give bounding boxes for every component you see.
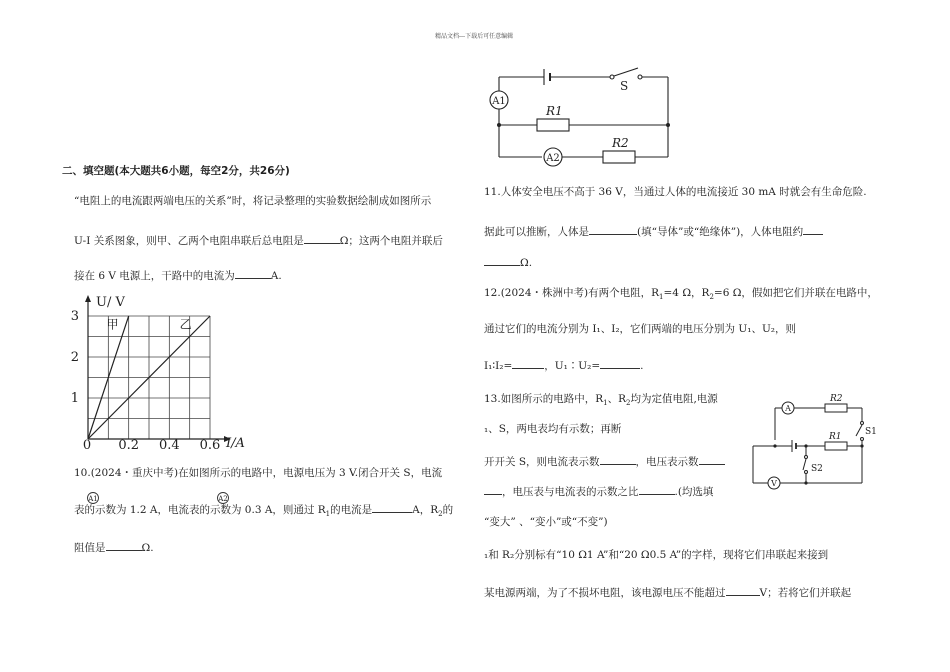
q10-line2 [74, 502, 453, 521]
q10-line3 [74, 540, 154, 555]
q14-line2 [484, 585, 851, 600]
circuit1-r1-label: R1 [546, 104, 563, 118]
q11-line2a: 据此可以推断，人体是 [484, 226, 589, 238]
q12-sub2: 2 [709, 293, 714, 302]
q10-line2a: 表 [74, 504, 85, 516]
q9-line3b: A. [270, 270, 282, 282]
q13-line3 [484, 454, 725, 469]
q12-blank-1[interactable] [512, 358, 544, 369]
q11-line3 [484, 255, 532, 270]
q12-sub1: 1 [659, 293, 664, 302]
q13-line3b: ，则电流表示数 [526, 456, 600, 468]
circuit2-r1-label: R1 [829, 432, 842, 442]
q11-line3: Ω. [520, 257, 533, 269]
ammeter-a1-text: A1 [88, 495, 98, 503]
q13-line3c: ，电压表示数 [635, 456, 699, 468]
q12-line2: 通过它们的电流分别为 I₁、I₂，它们两端的电压分别为 U₁、U₂，则 [484, 323, 797, 335]
chart-y-tick-label: 3 [70, 309, 79, 324]
circuit2-a-label: A [785, 404, 791, 413]
q12-line3c: . [640, 360, 644, 372]
q9-line2a: U-I 关系图象，则甲、乙两个电阻串联后总电阻是 [74, 235, 304, 247]
chart-x-axis-label: I/A [226, 436, 245, 451]
q12-line3a: I₁∶I₂= [484, 360, 513, 372]
q14-line2b: V；若将它们并联起 [759, 587, 852, 599]
q14-blank-1[interactable] [726, 585, 760, 596]
q12-line1a: 12.(2024・株洲中考)有两个电阻，R [484, 287, 660, 299]
q13-line1b: 、R [607, 393, 626, 405]
q13-line2b: ，两电表均有示数；再断 [505, 423, 622, 435]
q13-line4b: .(均选填 [674, 486, 714, 498]
q9-line1: “电阻上的电流跟两端电压的关系”时，将记录整理的实验数据绘制成如图所示 [74, 195, 432, 207]
circuit-diagram-1 [480, 62, 680, 170]
q12-line1c: =6 Ω，假如把它们并联在电路中， [713, 287, 878, 299]
q9-blank-2[interactable] [235, 268, 271, 279]
q13-line4a: ，电压表与电流表的示数之比 [502, 486, 639, 498]
circuit2-r2-label: R2 [830, 394, 843, 404]
q13-blank-2b[interactable] [484, 484, 502, 495]
q13-line1c: 均为定值电阻,电源 [630, 393, 718, 405]
q11-blank-1[interactable] [589, 224, 637, 235]
q9-blank-1[interactable] [304, 233, 340, 244]
q10-sub2: 2 [438, 510, 443, 519]
q10-line2e: A，R [412, 504, 439, 516]
q14-line2a: 某电源两端，为了不损坏电阻，该电源电压不能超过 [484, 587, 726, 599]
q13-blank-1[interactable] [600, 454, 636, 465]
q9-line2b: Ω；这两个电阻并联后 [339, 235, 443, 247]
q10-line1: 10.(2024・重庆中考)在如图所示的电路中，电源电压为 3 V.闭合开关 S，电流 [74, 467, 443, 479]
q11-blank-2a[interactable] [803, 224, 823, 235]
q9-line2 [74, 233, 443, 248]
q12-line1b: =4 Ω，R [663, 287, 710, 299]
q12-blank-2[interactable] [600, 358, 640, 369]
circuit2-s2-label: S2 [811, 464, 823, 474]
chart-x-tick-label: 0 [82, 438, 92, 453]
q13-sub2: 2 [625, 399, 631, 408]
q10-sub1: 1 [325, 510, 331, 519]
q14-line1: ₁和 R₂分别标有“10 Ω1 A”和“20 Ω0.5 A”的字样，现将它们串联起来接到 [484, 549, 829, 561]
chart-y-tick-label: 2 [70, 350, 79, 365]
q10-blank-1[interactable] [372, 502, 412, 513]
q10-line2d: 的电流是 [330, 504, 373, 516]
chart-series-label: 甲 [106, 317, 119, 332]
chart-y-axis-arrow [85, 295, 91, 302]
circuit2-v-label: V [771, 479, 777, 488]
q10-blank-2[interactable] [106, 540, 142, 551]
circuit1-a1-label: A1 [492, 96, 506, 107]
q13-line1a: 13.如图所示的电路中，R [484, 393, 604, 405]
chart-x-tick-label: 0.6 [199, 438, 221, 453]
circuit-diagram-2 [745, 392, 880, 496]
header-note: 精品文档---下载后可任意编辑 [435, 33, 514, 40]
q12-line3b: ，U₁∶U₂= [544, 360, 601, 372]
q10-line3b: Ω. [141, 542, 154, 554]
ammeter-a2-text: A2 [218, 495, 228, 503]
q10-line2b: 的示数为 1.2 A，电流表 [84, 504, 200, 516]
q10-line2f: 的 [442, 504, 454, 516]
chart-series-label: 乙 [179, 317, 192, 332]
q13-blank-2a[interactable] [699, 454, 725, 465]
ui-chart [60, 285, 300, 460]
section-title: 二、填空题(本大题共6小题，每空2分，共26分) [62, 165, 290, 177]
q13-line1 [484, 392, 718, 410]
q13-line4 [484, 484, 713, 499]
chart-x-tick-label: 0.2 [118, 438, 140, 453]
q11-blank-2b[interactable] [484, 255, 520, 266]
q11-line2b: (填“导体”或“绝缘体”)，人体电阻约 [637, 226, 804, 238]
q11-line1: 11.人体安全电压不高于 36 V，当通过人体的电流接近 30 mA 时就会有生命危险. [484, 186, 867, 198]
q11-line2 [484, 224, 823, 239]
chart-x-tick-label: 0.4 [158, 438, 180, 453]
circuit1-s-label: S [620, 79, 629, 93]
circuit2-s1-label: S1 [865, 427, 877, 437]
q13-line2 [484, 422, 621, 436]
q13-line5: “变大” 、“变小”或“不变”) [484, 516, 608, 528]
q13-line3a: 开开关 S [484, 456, 527, 468]
circuit1-r2-label: R2 [612, 136, 629, 150]
chart-y-tick-label: 1 [70, 391, 79, 406]
q13-line2a: ₁、S [484, 423, 506, 435]
q9-line3a: 接在 6 V 电源上，干路中的电流为 [74, 270, 235, 282]
chart-y-axis-label: U/ V [96, 295, 125, 310]
q10-line3a: 阻值是 [74, 542, 106, 554]
q12-line1 [484, 286, 878, 304]
q13-blank-3[interactable] [639, 484, 675, 495]
q10-line2c: 的示数为 0.3 A，则通过 R [199, 504, 326, 516]
q12-line3 [484, 358, 644, 373]
q13-sub1: 1 [603, 399, 608, 408]
q9-line3 [74, 268, 282, 283]
circuit1-a2-label: A2 [546, 153, 560, 164]
